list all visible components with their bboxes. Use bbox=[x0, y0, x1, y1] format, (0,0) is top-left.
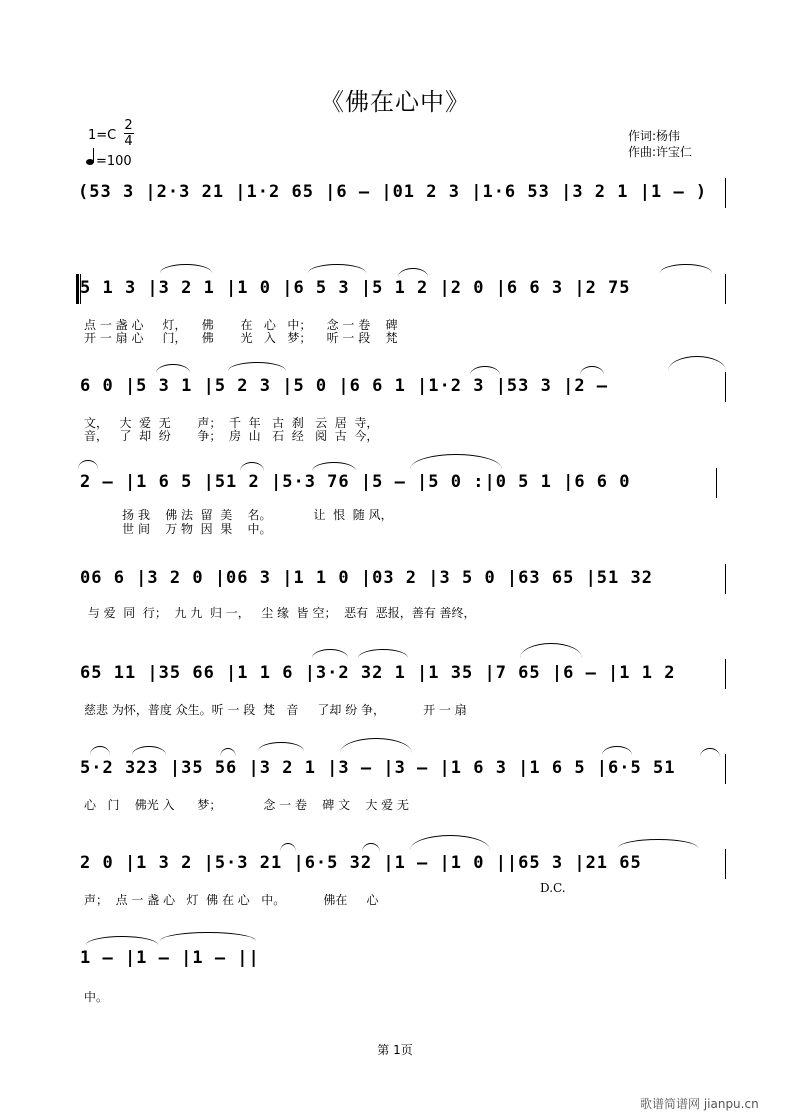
slur bbox=[602, 746, 632, 755]
slur bbox=[580, 366, 604, 375]
barline bbox=[725, 659, 726, 689]
lyrics-line: 慈悲 为怀，普度 众生。听 一 段 梵 音 了却 纷 争， 开 一 扇 bbox=[84, 703, 467, 717]
slur bbox=[398, 268, 428, 277]
slur bbox=[258, 742, 304, 751]
key-label: 1=C bbox=[88, 128, 117, 143]
slur bbox=[618, 839, 698, 848]
barline bbox=[716, 468, 717, 498]
da-capo-mark: D.C. bbox=[540, 881, 566, 895]
time-top: 2 bbox=[124, 118, 133, 133]
lyrics-line: 声； 点 一 盏 心 灯 佛 在 心 中。 佛在 心 bbox=[84, 893, 379, 907]
slur bbox=[156, 364, 190, 373]
notation-line: 2 – |1 6 5 |51 2 |5·3 76 |5 – |5 0 :|0 5 1 |6 6 0 bbox=[80, 472, 631, 492]
slur bbox=[358, 649, 408, 658]
lyrics-verse-2: 世 间 万 物 因 果 中。 bbox=[84, 522, 272, 536]
slur bbox=[90, 746, 110, 755]
lyricist: 作词:杨伟 bbox=[628, 129, 681, 143]
notation-line: 5 1 3 |3 2 1 |1 0 |6 5 3 |5 1 2 |2 0 |6 6 3 |2 75 bbox=[80, 278, 631, 298]
composer: 作曲:许宝仁 bbox=[628, 145, 693, 159]
slur bbox=[470, 366, 500, 375]
notation-line: 06 6 |3 2 0 |06 3 |1 1 0 |03 2 |3 5 0 |63 65 |51 32 bbox=[80, 568, 653, 588]
slur bbox=[280, 843, 296, 852]
notation-line: 5·2 323 |35 56 |3 2 1 |3 – |3 – |1 6 3 |1 6 5 |6·5 51 bbox=[80, 758, 676, 778]
watermark: 歌谱简谱网 jianpu.cn bbox=[640, 1097, 759, 1111]
lyrics-verse-2: 音， 了 却 纷 争； 房 山 石 经 阅 古 今， bbox=[84, 429, 379, 443]
barline-start bbox=[76, 274, 79, 304]
slur bbox=[220, 748, 236, 757]
slur bbox=[520, 643, 582, 658]
slur bbox=[660, 264, 712, 273]
slur bbox=[362, 843, 380, 852]
key-signature bbox=[88, 118, 133, 149]
slur bbox=[86, 936, 158, 945]
page-number: 第 1页 bbox=[377, 1043, 413, 1057]
barline bbox=[725, 178, 726, 208]
lyrics-verse-1: 点 一 盏 心 灯， 佛 在 心 中； 念 一 卷 碑 bbox=[84, 318, 398, 332]
slur bbox=[410, 454, 502, 469]
notation-line: (53 3 |2·3 21 |1·2 65 |6 – |01 2 3 |1·6 53 |3 2 1 |1 – ) bbox=[78, 182, 708, 202]
barline bbox=[725, 754, 726, 784]
lyrics-line: 中。 bbox=[84, 990, 109, 1004]
slur bbox=[228, 362, 286, 371]
time-signature bbox=[123, 118, 134, 149]
lyrics-verse-2: 开 一 扇 心 门， 佛 光 入 梦； 听 一 段 梵 bbox=[84, 331, 398, 345]
slur bbox=[340, 738, 412, 753]
time-bottom: 4 bbox=[124, 134, 133, 149]
barline bbox=[725, 564, 726, 594]
lyrics-verse-1: 扬 我 佛 法 留 美 名。 让 恨 随 风， bbox=[84, 508, 393, 522]
credits bbox=[628, 128, 692, 160]
lyrics-line: 与 爱 同 行； 九 九 归 一， 尘 缘 皆 空； 恶有 恶报，善有 善终， bbox=[84, 606, 476, 620]
slur bbox=[160, 932, 256, 941]
slur bbox=[312, 462, 356, 471]
lyrics-verse-1: 文， 大 爱 无 声； 千 年 古 刹 云 居 寺， bbox=[84, 416, 379, 430]
slur bbox=[78, 460, 98, 469]
notation-line: 2 0 |1 3 2 |5·3 21 |6·5 32 |1 – |1 0 ||65 3 |21 65 bbox=[80, 853, 642, 873]
barline bbox=[725, 372, 726, 402]
barline bbox=[725, 849, 726, 879]
slur bbox=[700, 748, 720, 757]
tempo-value: =100 bbox=[96, 154, 132, 169]
tempo-mark bbox=[86, 154, 132, 169]
slur bbox=[410, 835, 490, 850]
song-title: 《佛在心中》 bbox=[320, 88, 470, 116]
slur bbox=[240, 462, 264, 471]
slur bbox=[132, 746, 166, 755]
slur bbox=[312, 649, 348, 658]
notation-line: 6 0 |5 3 1 |5 2 3 |5 0 |6 6 1 |1·2 3 |53 3 |2 – bbox=[80, 376, 609, 396]
slur bbox=[668, 356, 726, 371]
barline bbox=[725, 274, 726, 304]
slur bbox=[308, 264, 366, 273]
lyrics-line: 心 门 佛光 入 梦； 念 一 卷 碑 文 大 爱 无 bbox=[84, 798, 409, 812]
notation-line: 1 – |1 – |1 – || bbox=[80, 948, 260, 968]
slur bbox=[160, 264, 212, 273]
quarter-note-icon bbox=[86, 159, 94, 165]
notation-line: 65 11 |35 66 |1 1 6 |3·2 32 1 |1 35 |7 65 |6 – |1 1 2 bbox=[80, 663, 676, 683]
